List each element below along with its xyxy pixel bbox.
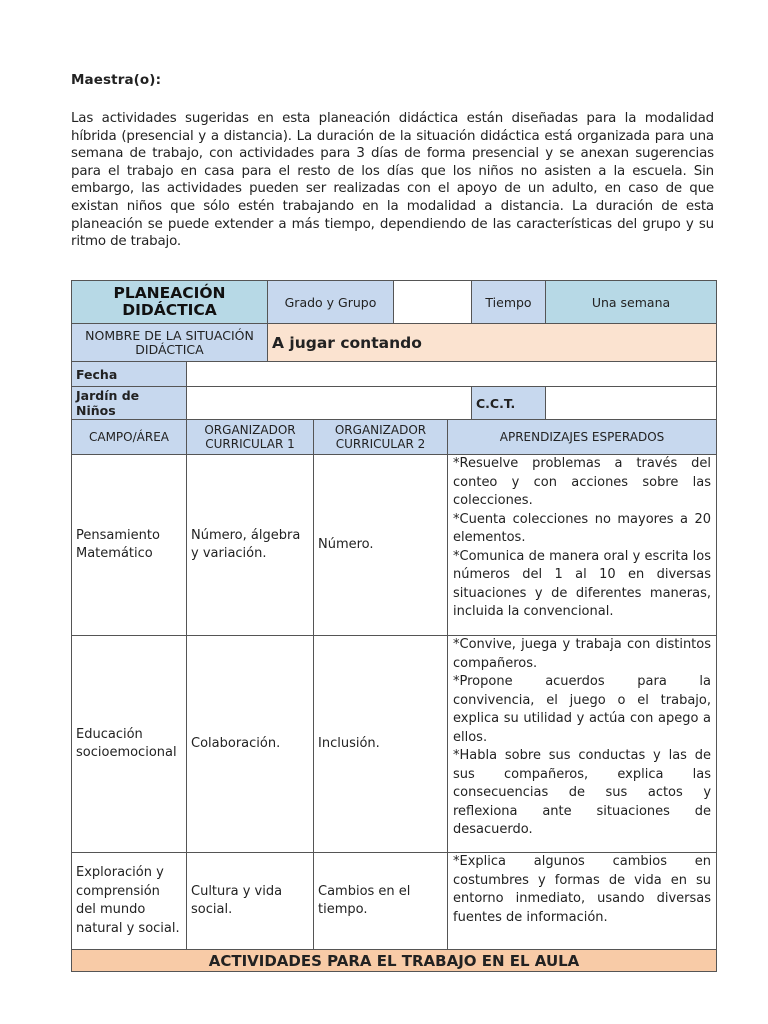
aprendizaje-item: *Convive, juega y trabaja con distintos compañeros. [453, 637, 712, 671]
aprendizaje-item: *Resuelve problemas a través del conteo y con acciones sobre las colecciones. [453, 456, 712, 508]
header-org1: ORGANIZADOR CURRICULAR 1 [187, 420, 314, 455]
aprendizajes-cell [448, 455, 717, 636]
footer-row [72, 950, 717, 972]
org1-cell: Colaboración. [187, 636, 314, 853]
header-org2: ORGANIZADOR CURRICULAR 2 [314, 420, 448, 455]
org2-cell: Inclusión. [314, 636, 448, 853]
org1-cell: Cultura y vida social. [187, 853, 314, 950]
header-row [72, 281, 717, 324]
column-headers [72, 420, 717, 455]
cct-value[interactable] [546, 387, 717, 420]
jardin-value[interactable] [187, 387, 472, 420]
org1-cell: Número, álgebra y variación. [187, 455, 314, 636]
campo-cell: Pensamiento Matemático [72, 455, 187, 636]
cct-label: C.C.T. [472, 387, 546, 420]
aprendizajes-cell [448, 853, 717, 950]
header-campo: CAMPO/ÁREA [72, 420, 187, 455]
fecha-label: Fecha [72, 362, 187, 387]
intro-paragraph: Las actividades sugeridas en esta planeación didáctica están diseñadas para la modalidad híbrida (presencial y a distancia). La duración de la situación didáctica está organizada para una semana de trabajo, con actividades para 3 días de forma presencial y se anexan sugerencias para el trabajo en casa para el resto de los días que los niños no asisten a la escuela. Sin embargo, las actividades pueden ser realizadas con el apoyo de un adulto, en caso de que existan niños que sólo estén trabajando en la modalidad a distancia. La duración de esta planeación se puede extender a más tiempo, dependiendo de las características del grupo y su ritmo de trabajo. [71, 111, 714, 250]
table-row [72, 636, 717, 853]
campo-cell: Exploración y comprensión del mundo natural y social. [72, 853, 187, 950]
jardin-row [72, 387, 717, 420]
page-heading: Maestra(o): [71, 72, 162, 88]
grado-value[interactable] [394, 281, 472, 324]
campo-cell: Educación socioemocional [72, 636, 187, 853]
aprendizaje-item: *Comunica de manera oral y escrita los números del 1 al 10 en diversas situaciones y de diferentes maneras, incluida la convencional. [453, 548, 712, 619]
grado-label: Grado y Grupo [268, 281, 394, 324]
actividades-heading: ACTIVIDADES PARA EL TRABAJO EN EL AULA [72, 950, 717, 972]
tiempo-label: Tiempo [472, 281, 546, 324]
tiempo-value: Una semana [546, 281, 717, 324]
fecha-row [72, 362, 717, 387]
situacion-label: NOMBRE DE LA SITUACIÓN DIDÁCTICA [72, 324, 268, 362]
aprendizaje-item: *Habla sobre sus conductas y las de sus compañeros, explica las consecuencias de sus actos y reflexiona ante situaciones de desacuerdo. [453, 748, 712, 837]
aprendizaje-item: *Propone acuerdos para la convivencia, el juego o el trabajo, explica su utilidad y actúa con apego a ellos. [453, 674, 712, 745]
header-aprendizajes: APRENDIZAJES ESPERADOS [448, 420, 717, 455]
aprendizaje-item: *Explica algunos cambios en costumbres y formas de vida en su entorno inmediato, usando diversas fuentes de información. [453, 854, 712, 925]
org2-cell: Cambios en el tiempo. [314, 853, 448, 950]
aprendizaje-item: *Cuenta colecciones no mayores a 20 elementos. [453, 511, 712, 545]
situacion-value: A jugar contando [268, 324, 717, 362]
table-row [72, 455, 717, 636]
title-cell: PLANEACIÓN DIDÁCTICA [72, 281, 268, 324]
planeacion-table [71, 280, 717, 972]
table-row [72, 853, 717, 950]
org2-cell: Número. [314, 455, 448, 636]
aprendizajes-cell [448, 636, 717, 853]
situacion-row [72, 324, 717, 362]
jardin-label: Jardín de Niños [72, 387, 187, 420]
fecha-value[interactable] [187, 362, 717, 387]
